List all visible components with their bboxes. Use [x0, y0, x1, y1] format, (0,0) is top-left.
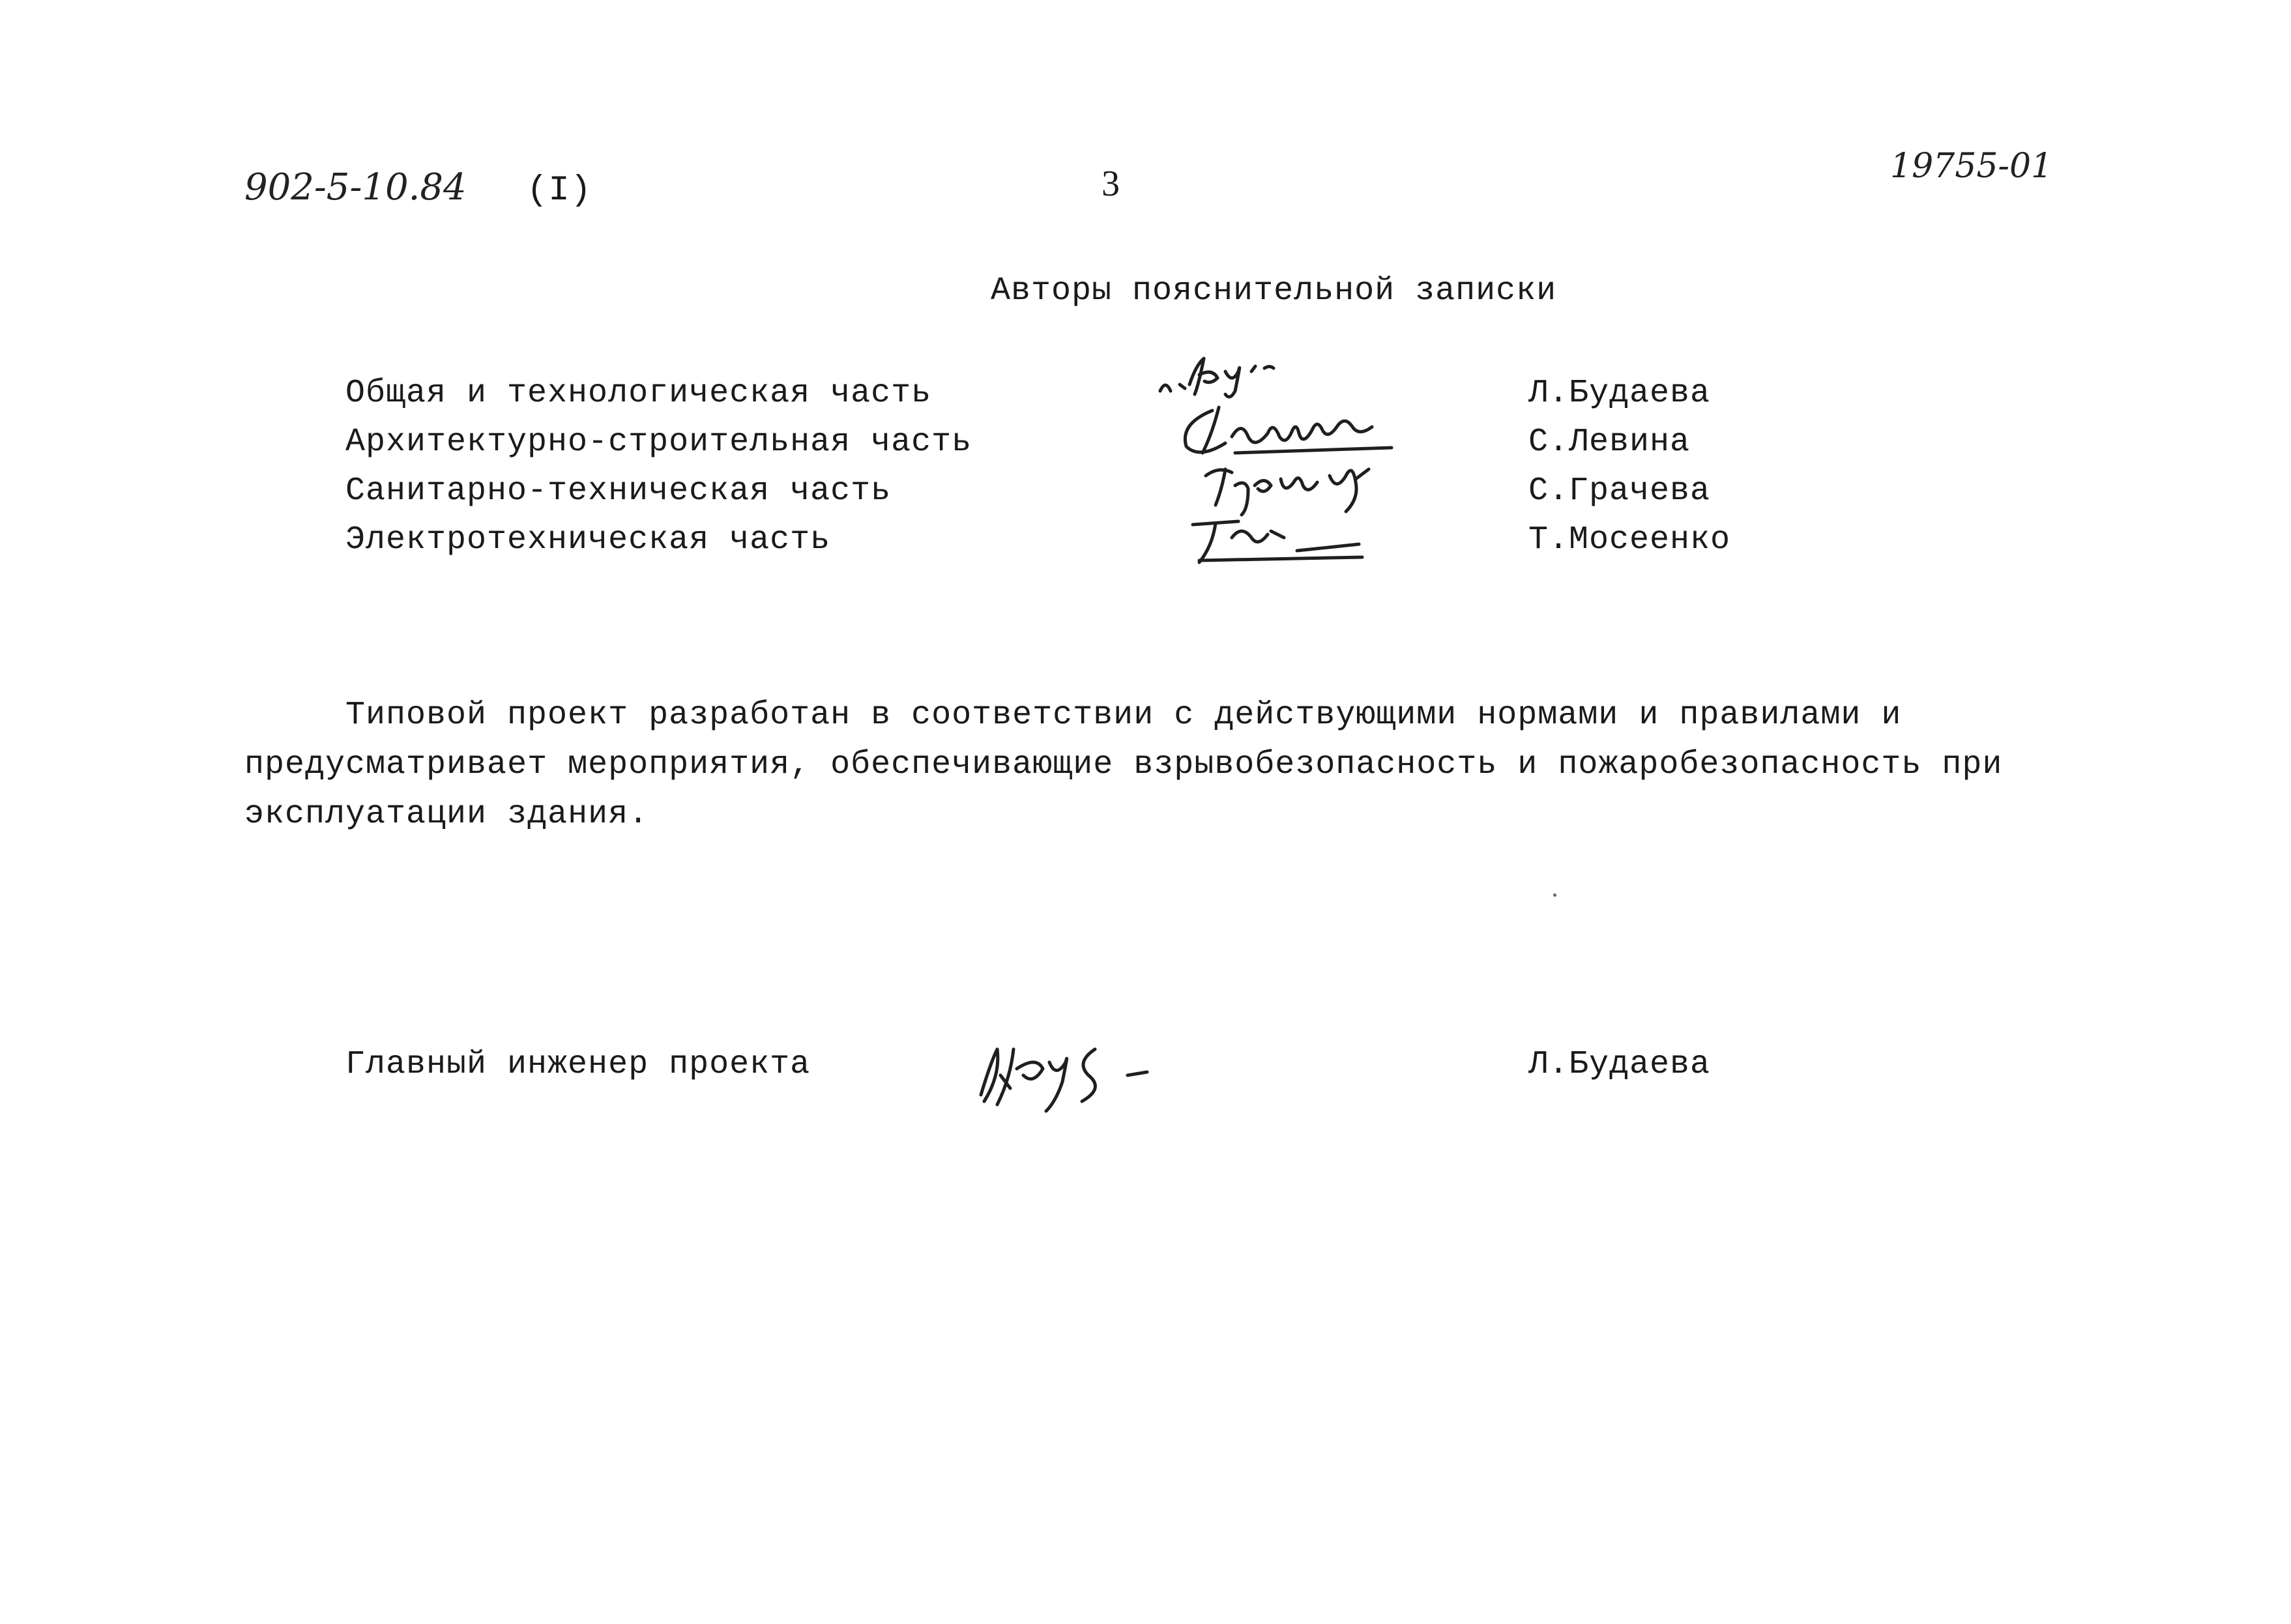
author-name-budaeva: Л.Будаева: [1528, 375, 1711, 412]
statement-text: Типовой проект разработан в соответствии с действующими нормами и правилами и предусматривает мероприятия, обеспечивающие взрывобезопасность и пожаробезопасность при эксплуатации здания.: [244, 697, 2003, 833]
statement-paragraph: [244, 691, 2056, 839]
author-name-levina: С.Левина: [1528, 424, 1691, 461]
author-name-gracheva: С.Грачева: [1528, 472, 1711, 510]
chief-engineer-name: Л.Будаева: [1528, 1046, 1711, 1083]
document-code: 902-5-10.84: [244, 166, 467, 209]
signature-chief-engineer: [965, 1023, 1186, 1121]
section-electrical: Электротехническая часть: [345, 521, 831, 558]
section-general: Общая и технологическая часть: [345, 375, 932, 412]
inventory-number: 19755-01: [1890, 147, 2053, 186]
page-number: 3: [1102, 164, 1120, 204]
section-architecture: Архитектурно-строительная часть: [345, 424, 972, 461]
scan-speck: [1553, 893, 1556, 897]
part-number: (I): [527, 171, 592, 210]
section-sanitary: Санитарно-техническая часть: [345, 472, 892, 510]
signature-moseenko: [1180, 505, 1375, 570]
chief-engineer-label: Главный инженер проекта: [345, 1046, 811, 1083]
authors-title: Авторы пояснительной записки: [991, 272, 1557, 310]
author-name-moseenko: Т.Мосеенко: [1528, 521, 1731, 558]
signature-levina: [1173, 391, 1421, 463]
